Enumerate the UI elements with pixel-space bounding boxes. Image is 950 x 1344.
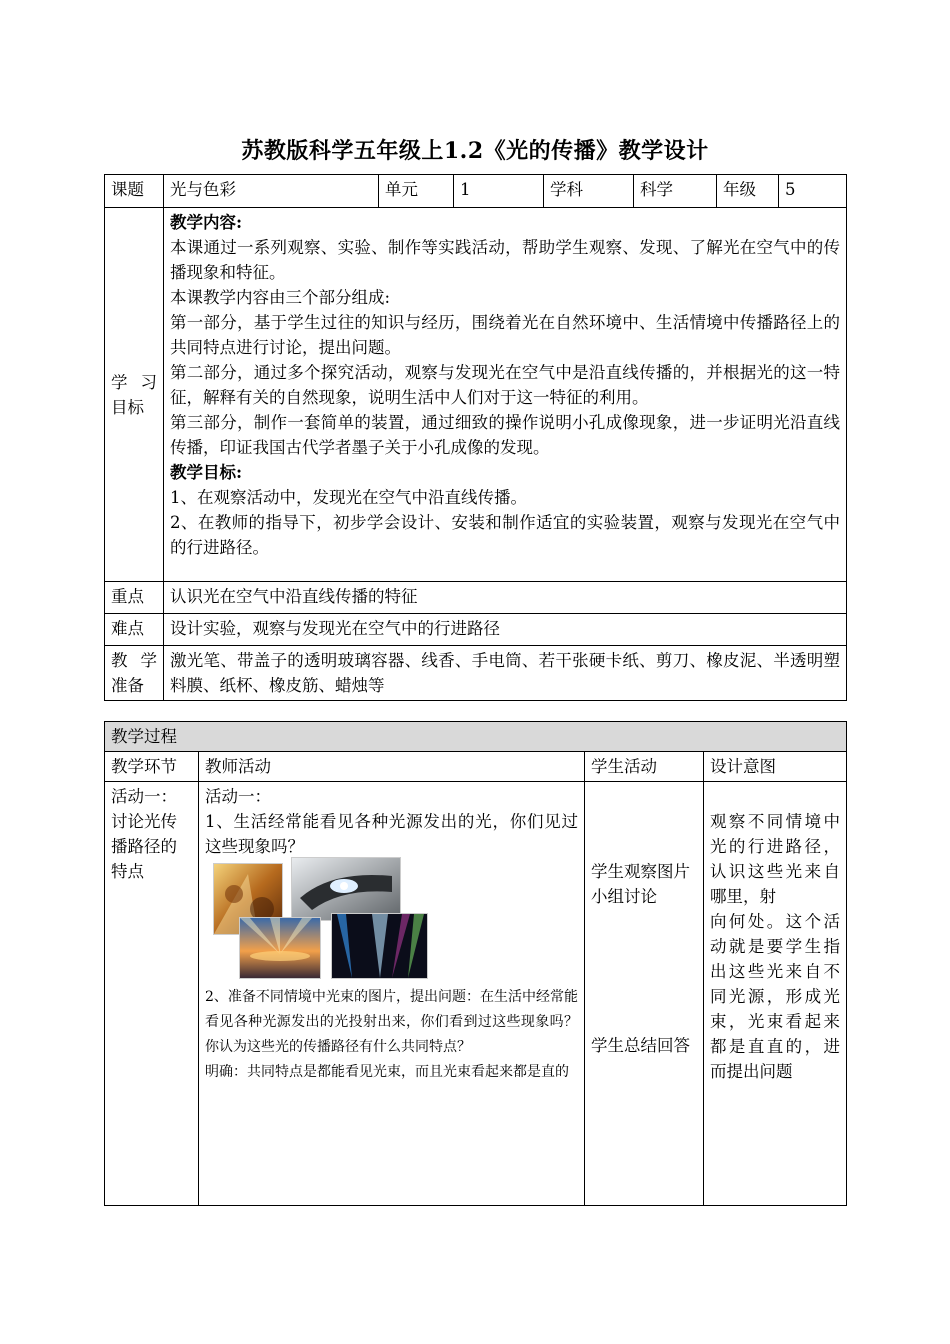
key-point-value: 认识光在空气中沿直线传播的特征 <box>164 582 847 614</box>
prep-value: 激光笔、带盖子的透明玻璃容器、线香、手电筒、若干张硬卡纸、剪刀、橡皮泥、半透明塑料膜、纸杯、橡皮筋、蜡烛等 <box>164 646 847 701</box>
column-header: 学生活动 <box>585 752 704 782</box>
grade-value: 5 <box>779 175 847 208</box>
teacher-activity-cell <box>199 782 585 1206</box>
subject-value: 科学 <box>634 175 717 208</box>
student-activity-cell <box>585 782 704 1206</box>
stage-cell: 活动一：讨论光传播路径的特点 <box>105 782 199 1206</box>
column-header: 设计意图 <box>704 752 847 782</box>
design-intent-1: 观察不同情境中光的行进路径，认识这些光来自哪里，射 <box>710 812 840 906</box>
column-header: 教师活动 <box>199 752 585 782</box>
difficulty-value: 设计实验，观察与发现光在空气中的行进路径 <box>164 614 847 646</box>
design-intent-cell <box>704 782 847 1206</box>
teacher-activity-title: 活动一： <box>205 787 271 806</box>
objectives-heading: 教学目标: <box>170 463 243 482</box>
process-header: 教学过程 <box>105 722 847 752</box>
content-paragraph: 第二部分，通过多个探究活动，观察与发现光在空气中是沿直线传播的，并根据光的这一特征，解释有关的自然现象，说明生活中人们对于这一特征的利用。 <box>170 363 840 407</box>
design-intent-2: 向何处。这个活动就是要学生指出这些光来自不同光源，形成光束，光束看起来都是直直的，进而提出问题 <box>710 912 840 1081</box>
difficulty-label: 难点 <box>105 614 164 646</box>
key-point-label: 重点 <box>105 582 164 614</box>
objective-item: 2、在教师的指导下，初步学会设计、安装和制作适宜的实验装置，观察与发现光在空气中的行进路径。 <box>170 513 840 557</box>
unit-value: 1 <box>454 175 544 208</box>
car-headlight-photo <box>291 857 401 921</box>
teacher-question-2: 2、准备不同情境中光束的图片，提出问题：在生活中经常能看见各种光源发出的光投射出来，你们看到过这些现象吗？你认为这些光的传播路径有什么共同特点？ <box>205 989 578 1055</box>
prep-label: 教学准备 <box>105 646 164 701</box>
objective-item: 1、在观察活动中，发现光在空气中沿直线传播。 <box>170 488 527 507</box>
stage-lights-photo <box>331 913 428 979</box>
process-table <box>104 721 847 1206</box>
lesson-info-table <box>104 174 847 701</box>
grade-label: 年级 <box>717 175 779 208</box>
column-header: 教学环节 <box>105 752 199 782</box>
topic-label: 课题 <box>105 175 164 208</box>
unit-label: 单元 <box>379 175 454 208</box>
content-paragraph: 第一部分，基于学生过往的知识与经历，围绕着光在自然环境中、生活情境中传播路径上的共同特点进行讨论，提出问题。 <box>170 313 840 357</box>
goals-content <box>164 208 847 582</box>
topic-value: 光与色彩 <box>164 175 379 208</box>
goals-label: 学习目标 <box>105 208 164 582</box>
teacher-question-1: 1、生活经常能看见各种光源发出的光，你们见过这些现象吗？ <box>205 812 578 856</box>
subject-label: 学科 <box>544 175 634 208</box>
light-beam-photo-collage <box>213 863 428 979</box>
sunset-rays-photo <box>239 917 321 979</box>
content-paragraph: 本课教学内容由三个部分组成: <box>170 288 391 307</box>
content-paragraph: 本课通过一系列观察、实验、制作等实践活动，帮助学生观察、发现、了解光在空气中的传播现象和特征。 <box>170 238 840 282</box>
student-activity-2: 学生总结回答 <box>591 1036 690 1055</box>
content-heading: 教学内容: <box>170 213 243 232</box>
page-title: 苏教版科学五年级上1.2《光的传播》教学设计 <box>241 138 709 164</box>
content-paragraph: 第三部分，制作一套简单的装置，通过细致的操作说明小孔成像现象，进一步证明光沿直线传播，印证我国古代学者墨子关于小孔成像的发现。 <box>170 413 840 457</box>
teacher-conclusion: 明确：共同特点是都能看见光束，而且光束看起来都是直的 <box>205 1064 569 1080</box>
student-activity-1: 学生观察图片小组讨论 <box>591 862 690 906</box>
